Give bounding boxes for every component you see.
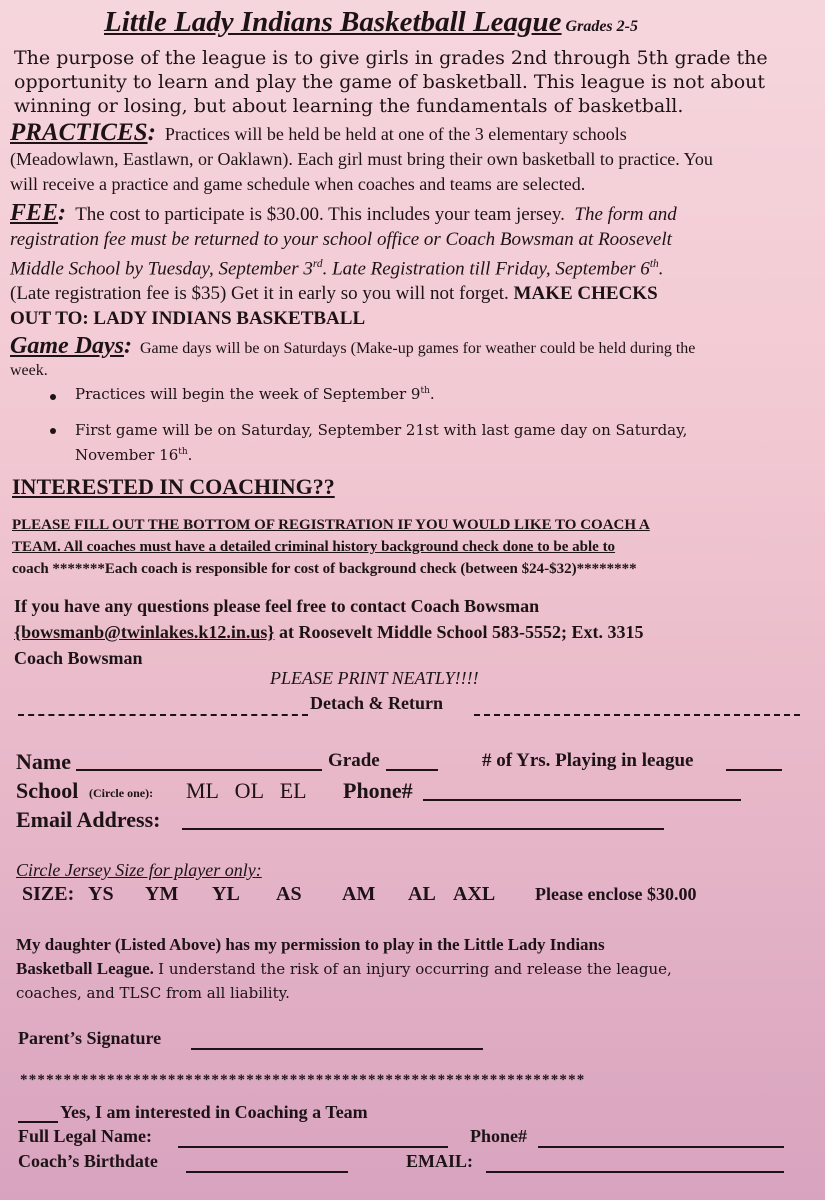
list-item: First game will be on Saturday, September 21st with last game day on Saturday, November 16th. [75,421,688,464]
bullet-text: First game will be on Saturday, September 21st with last game day on Saturday, [75,421,688,439]
coach-phone-field[interactable] [538,1130,784,1148]
permission-line: Basketball League. [16,959,154,978]
detach-label: Detach & Return [310,693,443,713]
jersey-label: Circle Jersey Size for player only: [16,860,262,880]
practices-line: (Meadowlawn, Eastlawn, or Oaklawn). Each girl must bring their own basketball to practice. You [10,149,713,169]
contact-line: If you have any questions please feel free to contact Coach Bowsman [14,596,540,616]
phone-field[interactable] [423,783,741,801]
email-field[interactable] [182,812,664,830]
years-label: # of Yrs. Playing in league [482,750,694,771]
contact-line: at Roosevelt Middle School 583-5552; Ext. 3315 [279,622,644,642]
years-field[interactable] [726,753,782,771]
size-option-al[interactable]: AL [408,883,436,905]
coach-phone-label: Phone# [470,1126,528,1146]
fee-sup: th [649,258,659,270]
page-title [104,6,638,39]
size-option-am[interactable]: AM [342,883,376,905]
contact-line: Coach Bowsman [14,648,143,668]
contact-email-link[interactable]: {bowsmanb@twinlakes.k12.in.us} [14,622,275,642]
legal-name-label: Full Legal Name: [18,1126,152,1146]
practices-heading: PRACTICES [10,119,148,146]
detach-dashes [18,700,308,716]
contact-section [14,593,644,671]
size-option-as[interactable]: AS [276,883,302,905]
grade-label: Grade [328,750,380,771]
email-label: Email Address: [16,807,161,832]
size-option-yl[interactable]: YL [212,883,240,905]
permission-line: coaches, and TLSC from all liability. [16,984,290,1002]
fee-line-italic: The form and [574,204,677,225]
school-options[interactable]: ML OL EL [186,778,307,803]
enclose-note: Please enclose $30.00 [535,884,697,904]
coach-interest-checkbox[interactable] [18,1105,58,1123]
permission-line: My daughter (Listed Above) has my permission to play in the Little Lady Indians [16,935,605,954]
name-field[interactable] [76,753,322,771]
fee-line: The cost to participate is $30.00. This includes your team jersey. [75,204,565,225]
coaching-section [12,514,650,580]
fee-heading: FEE [10,200,59,226]
permission-line: I understand the risk of an injury occurring and release the league, [158,960,672,978]
league-title: Little Lady Indians Basketball League [104,6,562,38]
fee-line: (Late registration fee is $35) Get it in early so you will not forget. [10,283,509,305]
coaching-heading: INTERESTED IN COACHING?? [12,474,335,499]
size-option-axl[interactable]: AXL [453,883,496,905]
coach-email-field[interactable] [486,1155,784,1173]
practices-line: Practices will be held be held at one of the 3 elementary schools [164,124,627,144]
phone-label: Phone# [343,778,413,803]
bullet-text: November 16 [75,446,179,464]
fee-sup: rd [312,258,323,270]
bullet-sup: th [178,447,188,457]
intro-line: winning or losing, but about learning the fundamentals of basketball. [14,95,684,117]
game-days-section: Game Days: Game days will be on Saturdays (Make-up games for weather could be held during the week. [10,335,695,382]
legal-name-field[interactable] [178,1130,448,1148]
fee-deadline: Middle School by Tuesday, September 3 [10,258,313,280]
birthdate-label: Coach’s Birthdate [18,1151,158,1171]
signature-label: Parent’s Signature [18,1028,162,1048]
intro-line: The purpose of the league is to give girls in grades 2nd through 5th grade the [14,47,768,69]
coach-email-label: EMAIL: [406,1151,473,1171]
jersey-label-text: Circle Jersey Size for player only [16,860,256,880]
coaching-line: TEAM. All coaches must have a detailed criminal history background check done to be able to [12,539,616,555]
size-option-ym[interactable]: YM [145,883,179,905]
grades-label: Grades 2-5 [565,18,638,35]
game-days-line: Game days will be on Saturdays (Make-up games for weather could be held during the [139,340,696,357]
permission-paragraph [16,933,672,1005]
grade-field[interactable] [386,753,438,771]
circle-one-label: (Circle one): [89,786,154,800]
fee-line: registration fee must be returned to your school office or Coach Bowsman at Roosevelt [10,229,672,250]
intro-paragraph [14,46,768,118]
school-label: School [16,778,79,803]
coach-interest-label: Yes, I am interested in Coaching a Team [60,1102,368,1122]
practices-line: will receive a practice and game schedule when coaches and teams are selected. [10,174,586,194]
game-days-heading: Game Days [10,333,124,359]
size-option-ys[interactable]: YS [88,883,114,905]
bullet-icon [50,428,56,434]
game-days-line: week. [10,362,48,379]
size-label: SIZE: [22,883,75,905]
signature-field[interactable] [191,1032,483,1050]
star-divider: ***************************************************************** [20,1072,586,1088]
bullet-sup: th [420,386,430,396]
bullet-icon [50,394,56,400]
detach-dashes [474,700,800,716]
practices-section: PRACTICES: Practices will be held be held at one of the 3 elementary schools (Meadowlawn, Eastlawn, or Oaklawn). Each girl must bring their own basketball to practice. You will receive a practice and game schedule when coaches and teams are selected. [10,120,713,197]
coaching-line: PLEASE FILL OUT THE BOTTOM OF REGISTRATION IF YOU WOULD LIKE TO COACH A [12,517,650,533]
fee-checks-payee: OUT TO: LADY INDIANS BASKETBALL [10,308,366,330]
list-item: Practices will begin the week of September 9th. [75,385,435,403]
birthdate-field[interactable] [186,1155,348,1173]
print-neatly-note: PLEASE PRINT NEATLY!!!! [270,668,479,688]
name-label: Name [16,749,71,774]
fee-section: FEE: The cost to participate is $30.00. This includes your team jersey. The form and registration fee must be returned to your school office or Coach Bowsman at Roosevelt Middle School by Tuesday, September 3rd. Late Registration till Friday, September 6th. (Late registration fee is $35) Get it in early so you will not forget. MAKE CHECKS OUT TO: LADY INDIANS BASKETBALL [10,200,677,330]
coaching-line: coach *******Each coach is responsible for cost of background check (between $24-$32)******** [12,561,637,577]
bullet-text: Practices will begin the week of September 9 [75,385,421,403]
fee-late: . Late Registration till Friday, September 6 [322,258,650,280]
intro-line: opportunity to learn and play the game of basketball. This league is not about [14,71,766,93]
fee-checks: MAKE CHECKS [513,283,658,305]
